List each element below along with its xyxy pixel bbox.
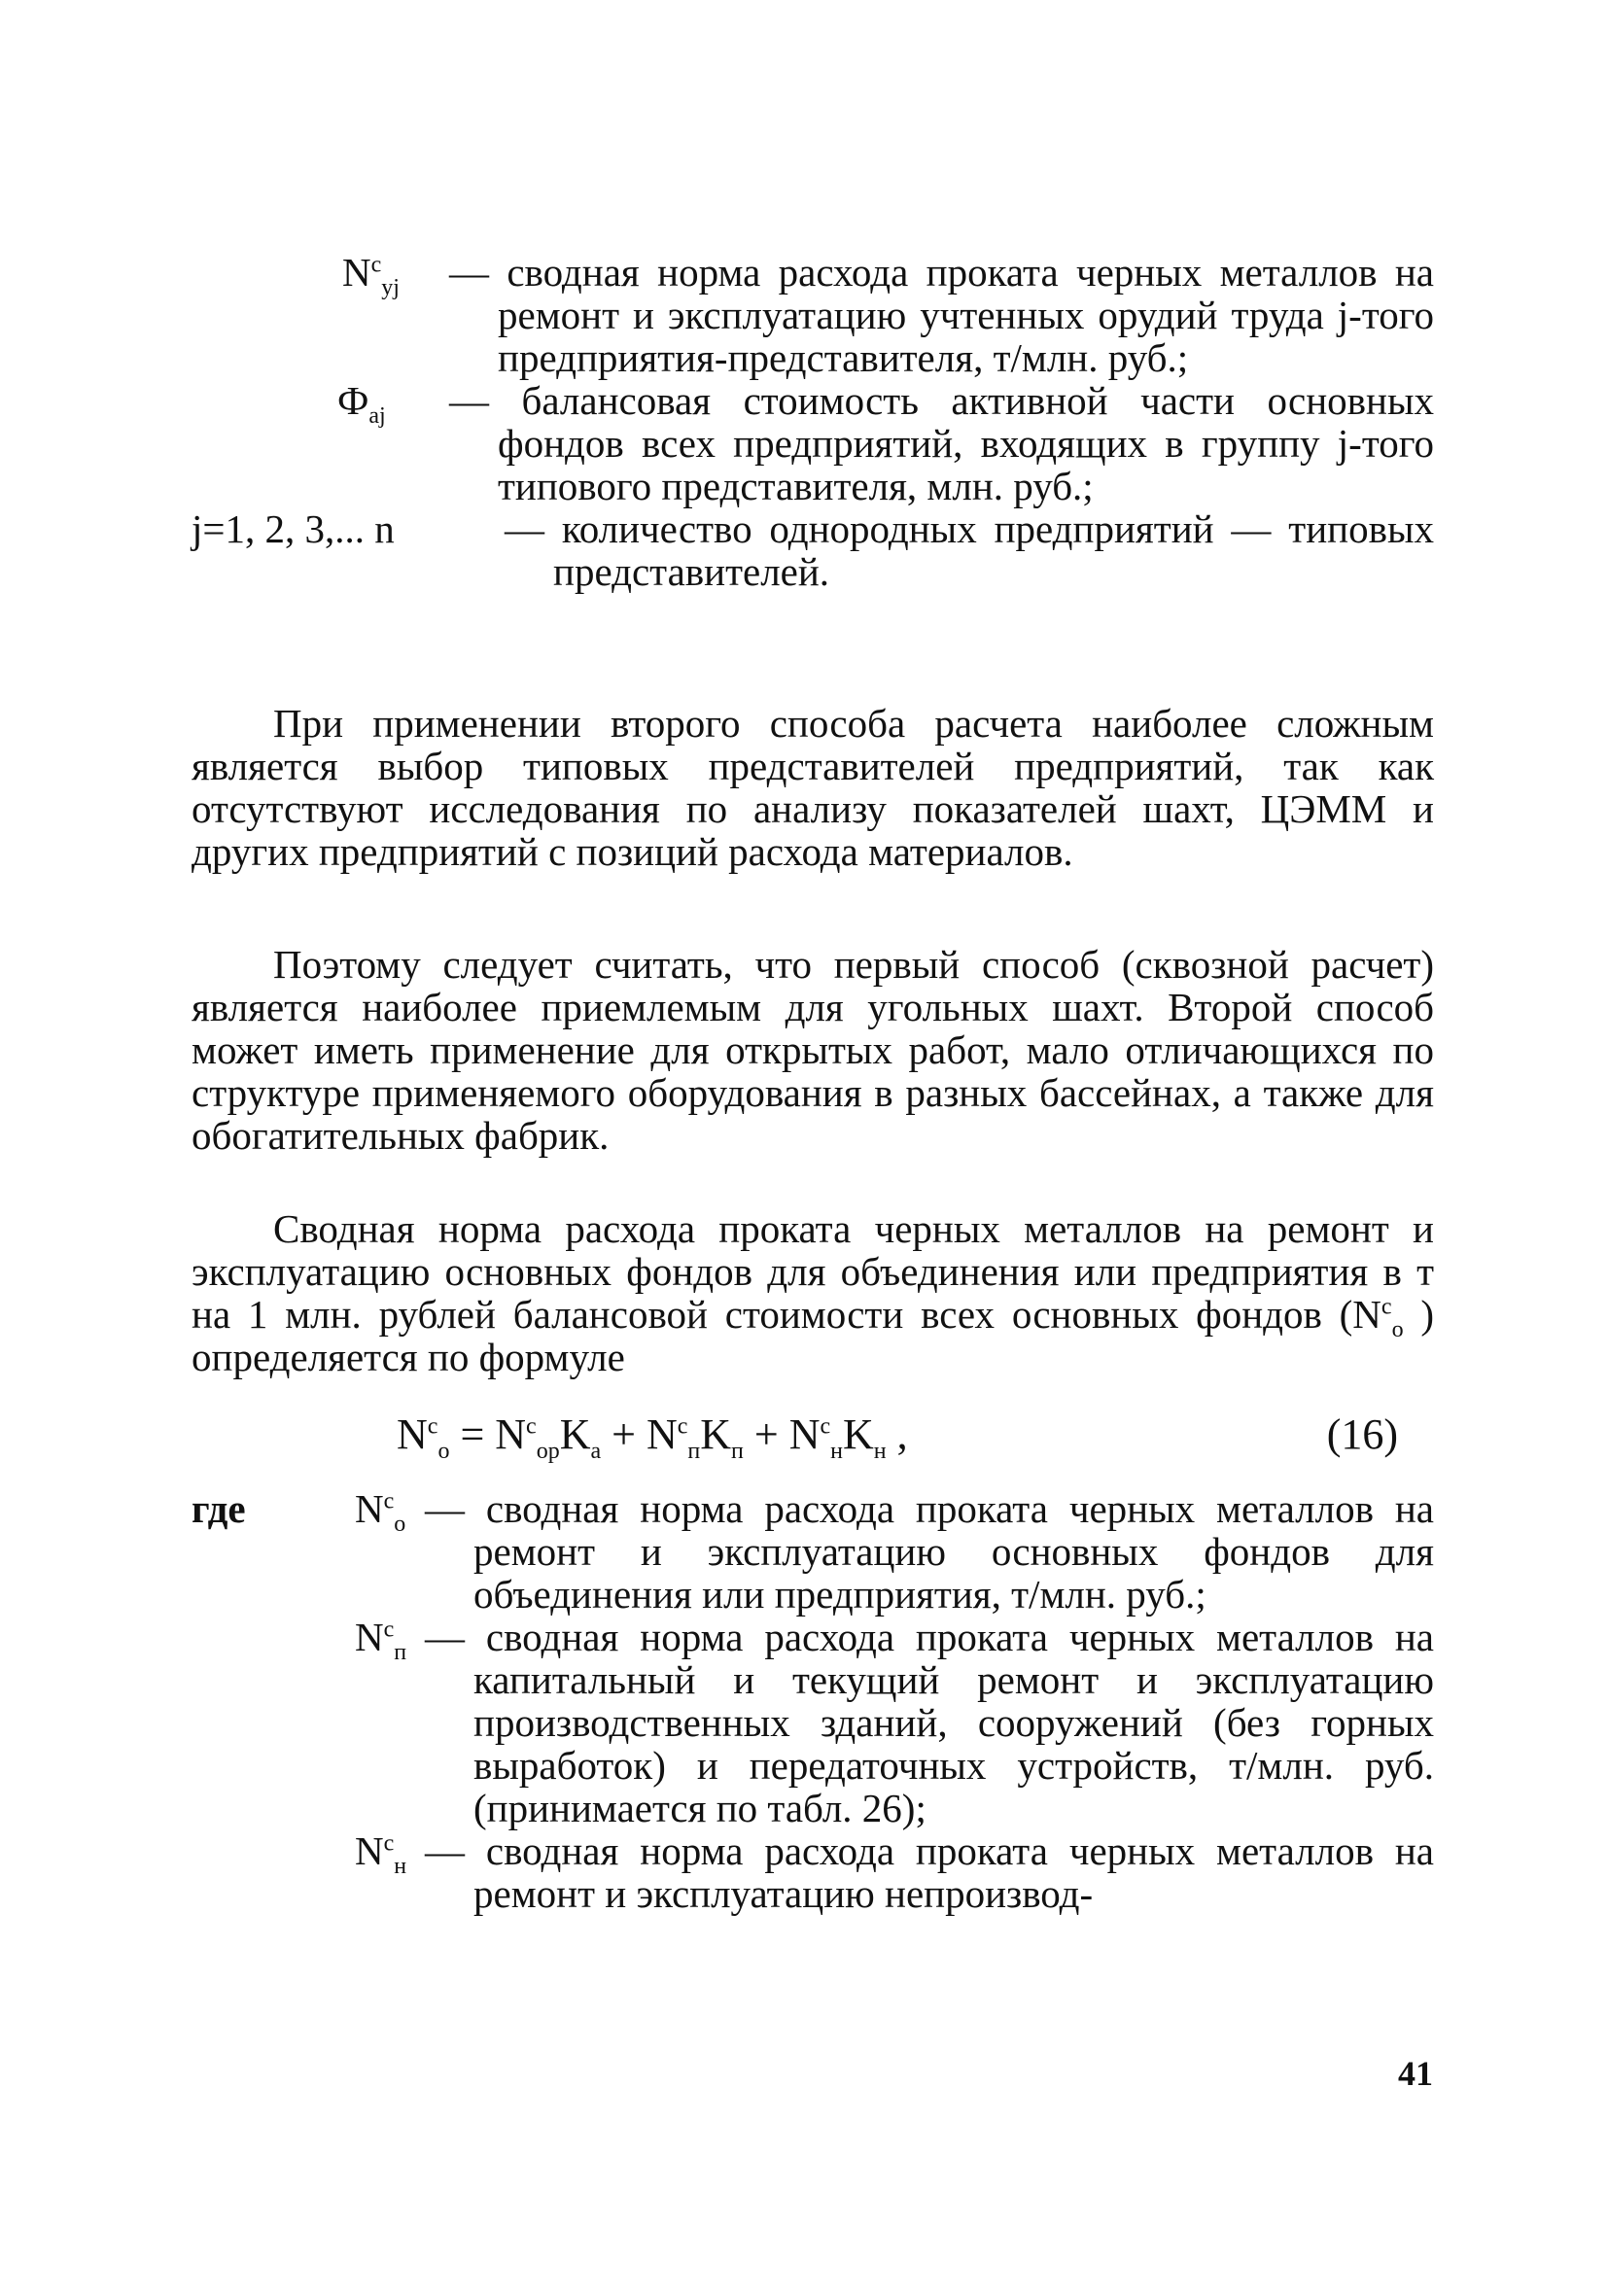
definition-text: — балансовая стоимость активной части основных фондов всех предприятий, входящих в группу j-того типового представителя, млн. руб.;: [449, 378, 1434, 508]
definition-n-c-yj: [192, 251, 1434, 379]
definition-symbol: $Ф_{aj}$: [337, 378, 386, 430]
definition-j-range: [192, 507, 1434, 593]
formula-expression: $N^c_o = N^c_{op}K_a + N^c_пK_п + N^c_нK_н$ ,: [397, 1410, 908, 1464]
paragraph-3-tail: ) определяется по формуле: [192, 1292, 1435, 1379]
paragraph-3: [192, 1207, 1434, 1378]
paragraph-3-text: Сводная норма расхода проката черных металлов на ремонт и эксплуатацию основных фондов для объединения или предприятия в т на 1 млн. рублей балансовой стоимости всех основных фондов (N: [192, 1206, 1434, 1337]
definition-text: — количество однородных предприятий — типовых представителей.: [505, 506, 1434, 594]
definition-n-c-p: [355, 1616, 1434, 1829]
definition-symbol: $N^c_{yj}$: [342, 250, 400, 301]
paragraph-3-sym-sub: o: [1391, 1317, 1404, 1343]
definition-f-aj: [192, 379, 1434, 507]
definition-symbol: $N^c_o$: [355, 1486, 406, 1538]
paragraph-1: При применении второго способа расчета наиболее сложным является выбор типовых представителей предприятий, так как отсутствуют исследования по анализу показателей шахт, ЦЭММ и других предприятий с позиций расхода материалов.: [192, 701, 1434, 874]
top-definitions: [192, 251, 1434, 593]
definition-n-c-o: [355, 1487, 1434, 1616]
page-number: 41: [1398, 2054, 1433, 2093]
definition-text: — сводная норма расхода проката черных металлов на ремонт и эксплуатацию непроизвод-: [425, 1828, 1434, 1916]
paragraph-2: Поэтому следует считать, что первый способ (сквозной расчет) является наиболее приемлемым для угольных шахт. Второй способ может иметь применение для открытых работ, мало отличающихся по структуре применяемого оборудования в разных бассейнах, а также для обогатительных фабрик.: [192, 942, 1434, 1158]
formula-number: (16): [1326, 1410, 1398, 1458]
definition-symbol: $N^c_п$: [355, 1615, 407, 1666]
definition-symbol: $N^c_н$: [355, 1828, 407, 1880]
where-label: где: [192, 1486, 246, 1531]
paragraph-3-sym-sup: c: [1381, 1294, 1392, 1320]
definition-text: — сводная норма расхода проката черных металлов на ремонт и эксплуатацию основных фондов для объединения или предприятия, т/млн. руб.;: [425, 1486, 1434, 1617]
bottom-definitions: [355, 1487, 1434, 1915]
definition-symbol: j=1, 2, 3,... n: [192, 506, 395, 551]
formula-16: [397, 1408, 1398, 1462]
definition-n-c-n: [355, 1829, 1434, 1915]
definition-text: — сводная норма расхода проката черных металлов на капитальный и текущий ремонт и эксплуатацию производственных зданий, сооружений (без горных выработок) и передаточных устройств, т/млн. руб. (принимается по табл. 26);: [425, 1615, 1434, 1830]
definition-text: — сводная норма расхода проката черных металлов на ремонт и эксплуатацию учтенных орудий труда j-того предприятия-представителя, т/млн. руб.;: [449, 250, 1434, 380]
